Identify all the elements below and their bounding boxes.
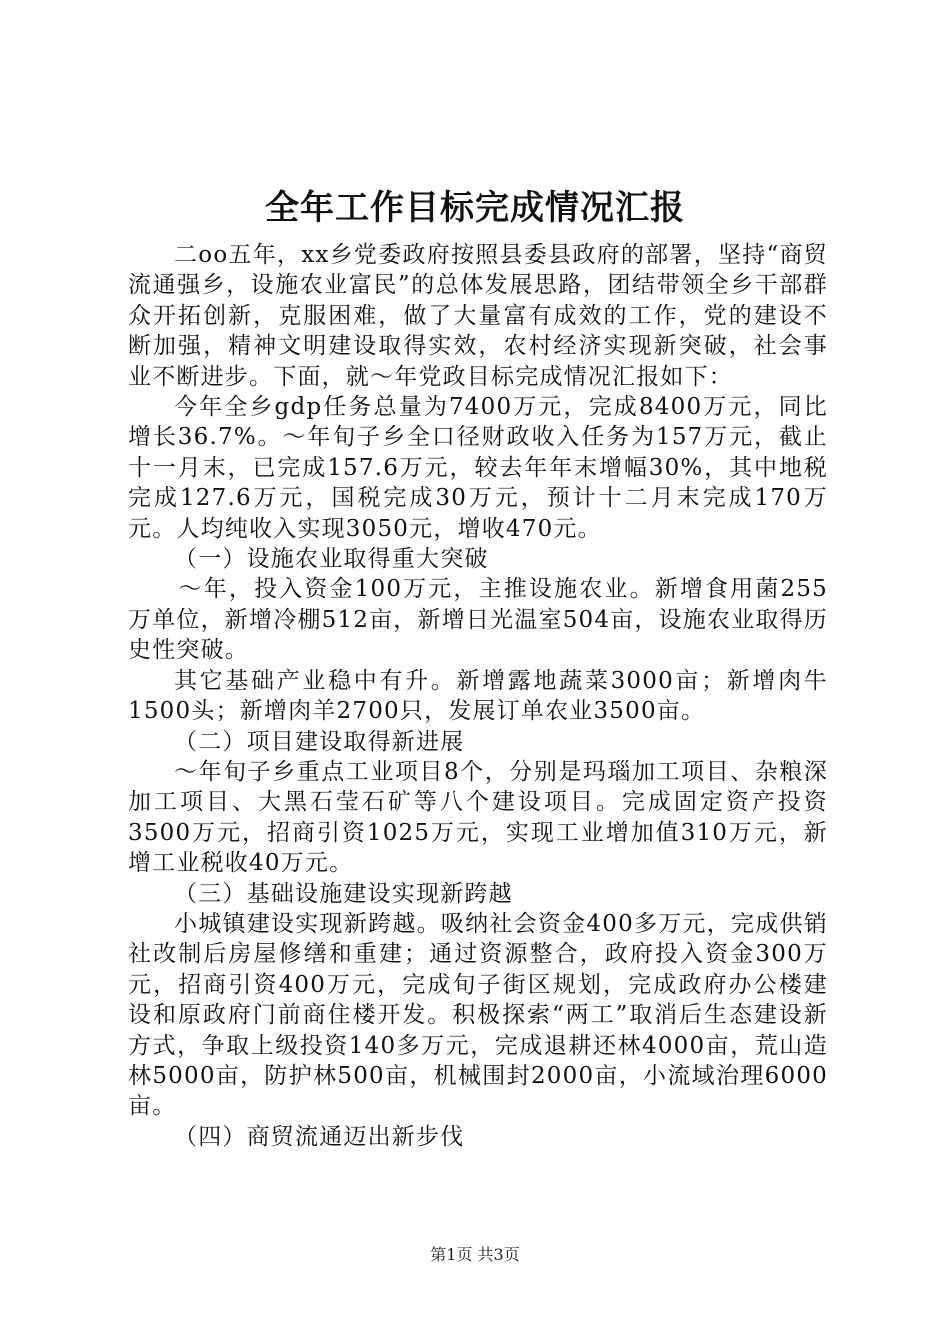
paragraph-infrastructure: 小城镇建设实现新跨越。吸纳社会资金400多万元，完成供销社改制后房屋修缮和重建；通过资源整合，政府投入资金300万元，招商引资400万元，完成旬子街区规划，完成政府办公楼建设和原政府门前商住楼开发。积极探索“两工”取消后生态建设新方式，争取上级投资140多万元，完成退耕还林4000亩，荒山造林5000亩，防护林500亩，机械围封2000亩，小流域治理6000亩。 [128, 910, 828, 1120]
page-footer: 第1页 共3页 [430, 1245, 520, 1264]
section-heading-3: （三）基础设施建设实现新跨越 [174, 880, 513, 907]
paragraph-facility-agriculture: ～年，投入资金100万元，主推设施农业。新增食用菌255万单位，新增冷棚512亩，新增日光温室504亩，设施农业取得历史性突破。 [128, 576, 828, 664]
paragraph-economy: 今年全乡gdp任务总量为7400万元，完成8400万元，同比增长36.7%。～年旬子乡全口径财政收入任务为157万元，截止十一月末，已完成157.6万元，较去年年末增幅30%，其中地税完成127.6万元，国税完成30万元，预计十二月末完成170万元。人均纯收入实现3050元，增收470元。 [128, 394, 828, 542]
paragraph-basic-industry: 其它基础产业稳中有升。新增露地蔬菜3000亩；新增肉牛1500头；新增肉羊2700只，发展订单农业3500亩。 [128, 667, 828, 725]
document-body [128, 240, 828, 1152]
paragraph-projects: ～年旬子乡重点工业项目8个，分别是玛瑙加工项目、杂粮深加工项目、大黑石莹石矿等八个建设项目。完成固定资产投资3500万元，招商引资1025万元，实现工业增加值310万元，新增工业税收40万元。 [128, 758, 828, 877]
section-heading-1: （一）设施农业取得重大突破 [174, 546, 489, 573]
document-title: 全年工作目标完成情况汇报 [265, 188, 685, 228]
section-heading-4: （四）商贸流通迈出新步伐 [174, 1123, 465, 1150]
section-heading-2: （二）项目建设取得新进展 [174, 728, 465, 755]
paragraph-intro: 二oo五年，xx乡党委政府按照县委县政府的部署，坚持“商贸流通强乡，设施农业富民”的总体发展思路，团结带领全乡干部群众开拓创新，克服困难，做了大量富有成效的工作，党的建设不断加强，精神文明建设取得实效，农村经济实现新突破，社会事业不断进步。下面，就～年党政目标完成情况汇报如下： [128, 242, 828, 390]
